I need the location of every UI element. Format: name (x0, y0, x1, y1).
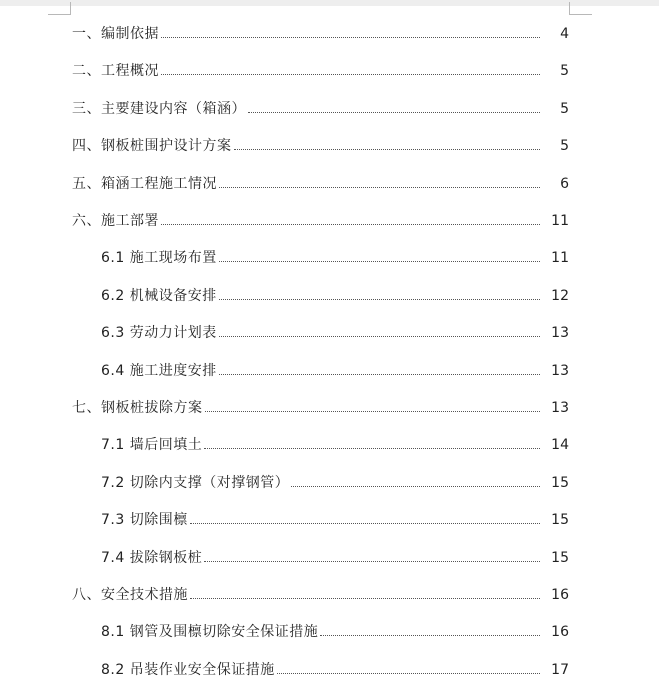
toc-entry-page-number: 13 (551, 400, 569, 416)
toc-dot-leader (291, 486, 540, 487)
toc-entry-page-number: 15 (551, 475, 569, 491)
toc-entry-title: 7.3 切除围檩 (101, 512, 188, 528)
toc-entry-page-number: 12 (551, 288, 569, 304)
toc-entry-page-number: 15 (551, 550, 569, 566)
toc-dot-leader (320, 635, 540, 636)
toc-entry-title: 8.1 钢管及围檩切除安全保证措施 (101, 624, 319, 640)
toc-dot-leader (161, 74, 540, 75)
toc-entry-page-number: 4 (560, 26, 569, 42)
toc-entry-page-number: 16 (551, 587, 569, 603)
toc-entry-title: 五、箱涵工程施工情况 (72, 176, 217, 192)
toc-entry-title: 六、施工部署 (72, 213, 159, 229)
toc-dot-leader (219, 187, 540, 188)
toc-dot-leader (234, 149, 540, 150)
toc-entry[interactable] (0, 134, 659, 158)
toc-dot-leader (219, 336, 540, 337)
toc-entry-title: 7.4 拔除钢板桩 (101, 550, 203, 566)
toc-entry-page-number: 5 (560, 101, 569, 117)
toc-entry[interactable] (0, 59, 659, 83)
toc-dot-leader (248, 112, 540, 113)
toc-entry-page-number: 5 (560, 138, 569, 154)
toc-entry-page-number: 16 (551, 624, 569, 640)
toc-dot-leader (204, 561, 540, 562)
toc-entry[interactable] (0, 321, 659, 345)
toc-entry[interactable] (0, 620, 659, 644)
toc-dot-leader (190, 523, 540, 524)
toc-entry[interactable] (0, 396, 659, 420)
page-top-edge (0, 0, 659, 6)
toc-dot-leader (219, 374, 540, 375)
toc-entry-page-number: 15 (551, 512, 569, 528)
toc-entry-title: 8.2 吊装作业安全保证措施 (101, 662, 275, 678)
toc-entry[interactable] (0, 508, 659, 532)
toc-dot-leader (161, 37, 540, 38)
toc-entry-title: 7.2 切除内支撑（对撑钢管） (101, 475, 290, 491)
toc-entry[interactable] (0, 359, 659, 383)
toc-entry-page-number: 11 (551, 213, 569, 229)
crop-mark-left (48, 2, 71, 15)
toc-entry[interactable] (0, 284, 659, 308)
crop-mark-right (569, 2, 592, 15)
toc-entry[interactable] (0, 546, 659, 570)
toc-entry-page-number: 5 (560, 63, 569, 79)
toc-entry[interactable] (0, 172, 659, 196)
toc-entry-title: 6.1 施工现场布置 (101, 250, 217, 266)
toc-entry[interactable] (0, 246, 659, 270)
toc-dot-leader (277, 673, 540, 674)
toc-entry[interactable] (0, 22, 659, 46)
toc-dot-leader (205, 411, 540, 412)
toc-entry-title: 八、安全技术措施 (72, 587, 188, 603)
toc-dot-leader (219, 261, 540, 262)
toc-dot-leader (190, 598, 540, 599)
toc-entry[interactable] (0, 97, 659, 121)
toc-entry-title: 6.2 机械设备安排 (101, 288, 217, 304)
toc-dot-leader (219, 299, 540, 300)
toc-entry-title: 7.1 墙后回填土 (101, 437, 203, 453)
toc-entry[interactable] (0, 471, 659, 495)
toc-entry[interactable] (0, 209, 659, 233)
toc-entry[interactable] (0, 433, 659, 457)
toc-entry-title: 6.3 劳动力计划表 (101, 325, 217, 341)
toc-entry[interactable] (0, 583, 659, 607)
toc-entry-title: 七、钢板桩拔除方案 (72, 400, 203, 416)
toc-entry-page-number: 6 (560, 176, 569, 192)
toc-entry-page-number: 14 (551, 437, 569, 453)
toc-entry[interactable] (0, 658, 659, 682)
toc-dot-leader (204, 448, 540, 449)
toc-entry-title: 三、主要建设内容（箱涵） (72, 101, 246, 117)
toc-entry-page-number: 13 (551, 325, 569, 341)
toc-entry-page-number: 13 (551, 363, 569, 379)
toc-entry-title: 二、工程概况 (72, 63, 159, 79)
toc-entry-page-number: 11 (551, 250, 569, 266)
toc-entry-title: 四、钢板桩围护设计方案 (72, 138, 232, 154)
toc-entry-page-number: 17 (551, 662, 569, 678)
toc-dot-leader (161, 224, 540, 225)
toc-entry-title: 6.4 施工进度安排 (101, 363, 217, 379)
toc-entry-title: 一、编制依据 (72, 26, 159, 42)
